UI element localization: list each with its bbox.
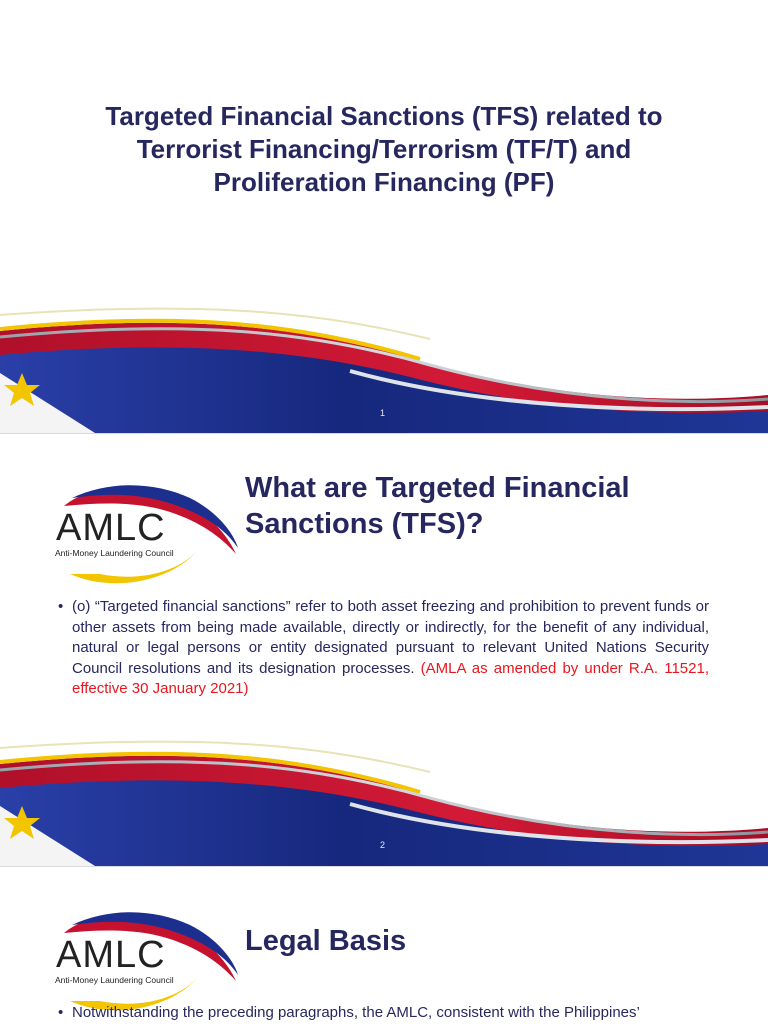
logo-wordmark: AMLC bbox=[56, 934, 166, 976]
slide-heading: Legal Basis bbox=[245, 925, 407, 957]
slide-3 bbox=[0, 867, 768, 1024]
bullet-text: (o) “Targeted financial sanctions” refer to both asset freezing and prohibition to prevent funds or other assets from being made available, directly or indirectly, for the benefit of any individual, natural or legal persons or entity designated pursuant to relevant United Nations Security Council resolutions and its designation processes. bbox=[72, 598, 709, 677]
bullet-dot-icon: • bbox=[58, 598, 64, 615]
amlc-logo bbox=[50, 464, 240, 594]
page-number: 1 bbox=[380, 408, 386, 418]
logo-subtitle: Anti-Money Laundering Council bbox=[55, 975, 174, 985]
slide-heading: What are Targeted Financial Sanctions (TFS)? bbox=[245, 472, 630, 540]
amlc-logo bbox=[50, 891, 240, 1021]
slide-1 bbox=[0, 0, 768, 433]
bullet-item bbox=[58, 1003, 709, 1024]
logo-wordmark: AMLC bbox=[56, 507, 166, 549]
slide-title: Targeted Financial Sanctions (TFS) related to Terrorist Financing/Terrorism (TF/T) and Proliferation Financing (PF) bbox=[105, 101, 663, 197]
logo-subtitle: Anti-Money Laundering Council bbox=[55, 548, 174, 558]
citation-text: (AMLA as amended by under R.A. 11521, effective 30 January 2021) bbox=[72, 659, 709, 697]
bullet-item bbox=[58, 597, 709, 700]
page-number: 2 bbox=[380, 840, 386, 850]
bullet-dot-icon: • bbox=[58, 1004, 64, 1021]
slide-2 bbox=[0, 434, 768, 866]
bullet-text: Notwithstanding the preceding paragraphs, the AMLC, consistent with the Philippines’ bbox=[72, 1004, 640, 1021]
